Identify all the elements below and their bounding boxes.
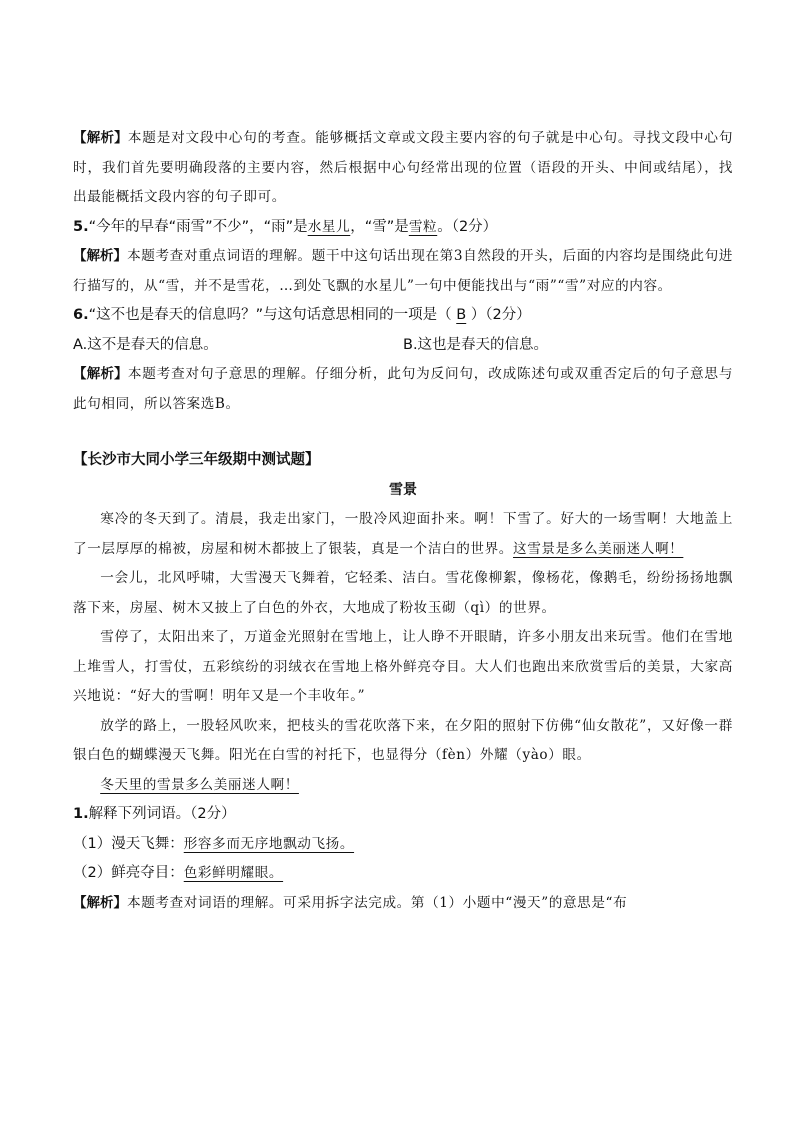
underlined-sentence: 冬天里的雪景多么美丽迷人啊！ [100,776,299,793]
analysis-text: 本题考查对重点词语的理解。题干中这句话出现在第3自然段的开头，后面的内容均是围绕此句进行描写的，从“雪，并不是雪花，…到处飞飘的水星儿”一句中便能找出与“雨”“雪”对应的内容。 [73,248,734,294]
answer-blank: B [456,307,467,323]
analysis-text: 本题是对文段中心句的考查。能够概括文章或文段主要内容的句子就是中心句。寻找文段中心句时，我们首先要明确段落的主要内容，然后根据中心句经常出现的位置（语段的开头、中间或结尾），找出最能概括文段内容的句子即可。 [73,130,734,205]
source-heading: 【长沙市大同小学三年级期中测试题】 [73,452,320,468]
story-paragraph [73,505,733,564]
analysis-label: 【解析】 [73,130,128,146]
question-text: “这不也是春天的信息吗？”与这句话意思相同的一项是（ [88,307,452,323]
analysis-text: 本题考查对词语的理解。可采用拆字法完成。第（1）小题中“漫天”的意思是“布 [127,894,628,911]
vocab-item-1 [73,830,733,860]
analysis-label: 【解析】 [73,366,128,382]
question-score: 。（2分） [437,218,498,235]
question-text: “今年的早春“雨雪”不少”，“雨”是 [88,218,308,235]
question-score: ）（2分） [470,307,531,323]
vocab-item-2 [73,859,733,889]
story-text: 寒冷的冬天到了。清晨，我走出家门，一股冷风迎面扑来。啊！下雪了。好大的一场雪啊！大地盖上了一层厚厚的棉被，房屋和树木都披上了银装，真是一个洁白的世界。 [73,511,733,557]
story-paragraph: 放学的路上，一股轻风吹来，把枝头的雪花吹落下来，在夕阳的照射下仿佛“仙女散花”，又好像一群银白色的蝴蝶漫天飞舞。阳光在白雪的衬托下，也显得分（fèn）外耀（yào）眼。 [73,717,733,763]
q4-analysis [73,124,733,213]
story-paragraph: 一会儿，北风呼啸，大雪漫天飞舞着，它轻柔、洁白。雪花像柳絮，像杨花，像鹅毛，纷纷扬扬地飘落下来，房屋、树木又披上了白色的外衣，大地成了粉妆玉砌（qì）的世界。 [73,570,733,616]
q6-analysis [73,360,733,419]
question-6 [73,301,733,331]
vocab-label: （1）漫天飞舞： [73,835,184,852]
answer-blank: 雪粒 [408,218,438,235]
question-1 [73,800,733,830]
q1-analysis [73,889,733,919]
vocab-answer: 形容多而无序地飘动飞扬。 [183,835,355,852]
analysis-label: 【解析】 [73,248,128,264]
document-page [73,124,733,918]
story-paragraph: 雪停了，太阳出来了，万道金光照射在雪地上，让人睁不开眼睛，许多小朋友出来玩雪。他们在雪地上堆雪人，打雪仗，五彩缤纷的羽绒衣在雪地上格外鲜亮夺目。大人们也跑出来欣赏雪后的美景，大家高兴地说：“好大的雪啊！明年又是一个丰收年。” [73,629,733,704]
option-a: A.这不是春天的信息。 [73,336,218,353]
story-paragraph [73,771,733,801]
vocab-label: （2）鲜亮夺目： [73,865,184,881]
option-b: B.这也是春天的信息。 [403,336,549,353]
analysis-label: 【解析】 [73,894,127,911]
story-title: 雪景 [389,482,417,498]
question-5 [73,213,733,243]
answer-blank: 水星儿 [307,218,351,235]
question-number: 5. [73,218,89,235]
question-text: ，“雪”是 [350,218,409,235]
question-number: 1. [73,806,89,822]
options [73,331,733,361]
underlined-sentence: 这雪景是多么美丽迷人啊！ [513,540,684,557]
question-number: 6. [73,307,89,323]
question-text: 解释下列词语。（2分） [88,806,236,822]
vocab-answer: 色彩鲜明耀眼。 [183,865,284,881]
q5-analysis [73,242,733,301]
analysis-text: 本题考查对句子意思的理解。仔细分析，此句为反问句，改成陈述句或双重否定后的句子意思与此句相同，所以答案选B。 [73,366,734,412]
